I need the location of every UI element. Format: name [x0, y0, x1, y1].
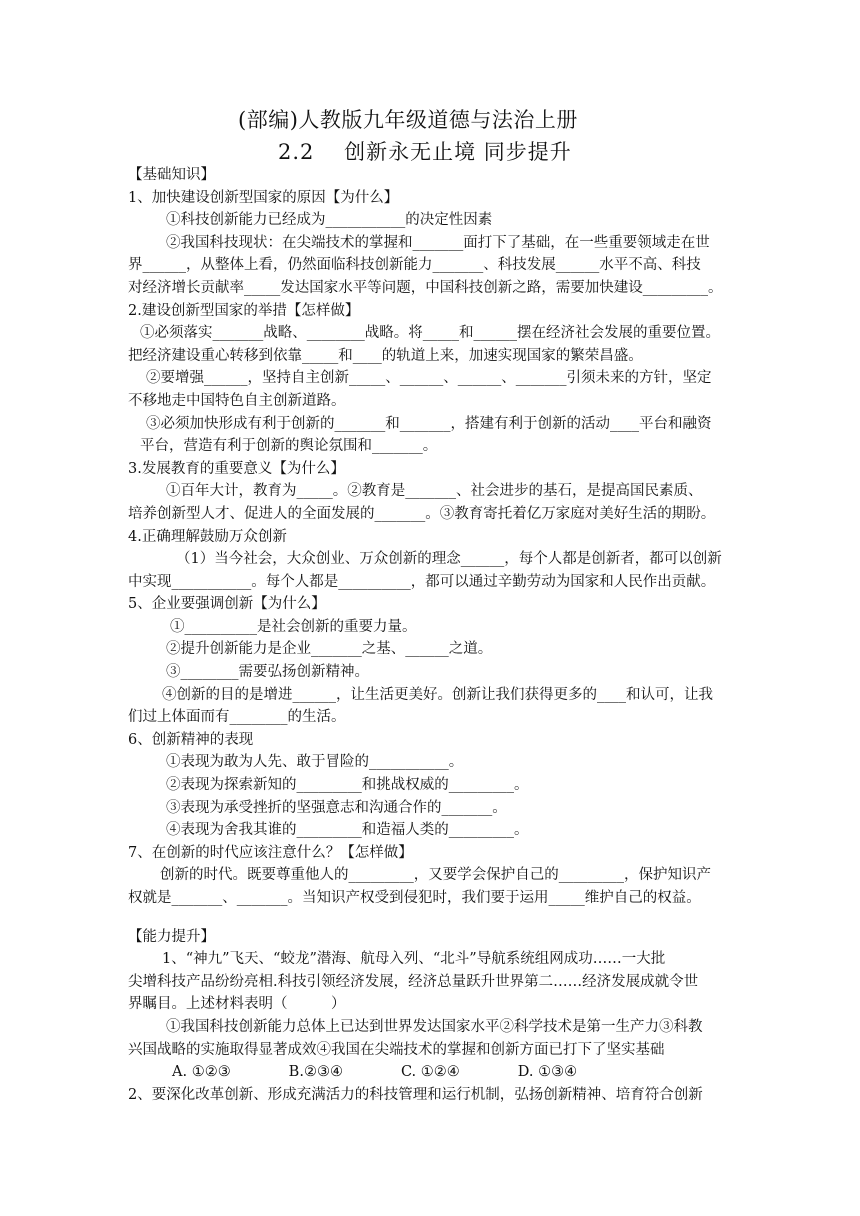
document-body	[128, 164, 733, 1106]
question-heading: 5、企业要强调创新【为什么】	[128, 596, 326, 613]
text-line: ①必须落实_______战略、________战略。将_____和______摆在经济社会发展的重要位置。	[140, 325, 720, 342]
exercise-text-line: 1、“神九”飞天、“蛟龙”潜海、航母入列、“北斗”导航系统组网成功……一大批	[162, 951, 666, 968]
exercise-text-line: 2、要深化改革创新、形成充满活力的科技管理和运行机制，弘扬创新精神、培育符合创新	[128, 1086, 703, 1103]
text-line: ②表现为探索新知的_________和挑战权威的_________。	[166, 777, 529, 794]
section-heading-basics: 【基础知识】	[128, 167, 215, 183]
section-heading-ability: 【能力提升】	[128, 928, 215, 945]
exercise-text-line: 兴国战略的实施取得显著成效④我国在尖端技术的掌握和创新方面已打下了坚实基础	[128, 1041, 665, 1058]
text-line: 中实现___________。每个人都是__________，都可以通过辛勤劳动为国家和人民作出贡献。	[128, 573, 716, 590]
answer-options: A. ①②③ B.②③④ C. ①②④ D. ①③④	[172, 1064, 578, 1081]
text-line: 对经济增长贡献率_____发达国家水平等问题，中国科技创新之路，需要加快建设_________。	[128, 279, 723, 296]
question-heading: 1、加快建设创新型国家的原因【为什么】	[128, 189, 399, 206]
text-line: 把经济建设重心转移到依靠_____和____的轨道上来，加速实现国家的繁荣昌盛。	[128, 347, 643, 364]
question-heading: 6、创新精神的表现	[128, 731, 254, 748]
text-line: （1）当今社会，大众创业、万众创新的理念______，每个人都是创新者，都可以创新	[176, 551, 722, 568]
text-line: 培养创新型人才、促进人的全面发展的_______。③教育寄托着亿万家庭对美好生活的期盼。	[128, 505, 716, 522]
text-line: 权就是_______、_______。当知识产权受到侵犯时，我们要于运用_____维护自己的权益。	[128, 890, 701, 906]
text-line: ①科技创新能力已经成为___________的决定性因素	[166, 212, 493, 229]
text-line: ①__________是社会创新的重要力量。	[170, 618, 417, 635]
question-heading: 2.建设创新型国家的举措【怎样做】	[128, 302, 360, 319]
text-line: 们过上体面而有________的生活。	[128, 709, 346, 726]
lesson-title: 2.2 创新永无止境 同步提升	[278, 140, 572, 164]
text-line: ①百年大计，教育为_____。②教育是_______、社会进步的基石，是提高国民素质、	[166, 483, 703, 500]
text-line: 平台，营造有利于创新的舆论氛围和_______。	[140, 438, 438, 455]
text-line: ④表现为舍我其谁的_________和造福人类的_________。	[166, 822, 529, 839]
text-line: ①表现为敢为人先、敢于冒险的___________。	[166, 754, 464, 771]
question-heading: 4.正确理解鼓励万众创新	[128, 528, 287, 545]
text-line: ②我国科技现状：在尖端技术的掌握和_______面打下了基础，在一些重要领域走在世	[166, 234, 710, 251]
text-line: 创新的时代。既要尊重他人的_________，又要学会保护自己的_________，保护知识产	[160, 867, 711, 884]
exercise-text-line: ①我国科技创新能力总体上已达到世界发达国家水平②科学技术是第一生产力③科教	[166, 1018, 703, 1035]
exercise-text-line: 界瞩目。上述材料表明（ ）	[128, 996, 346, 1013]
text-line: ③________需要弘扬创新精神。	[166, 664, 369, 681]
question-heading: 3.发展教育的重要意义【为什么】	[128, 460, 345, 477]
text-line: 不移地走中国特色自主创新道路。	[128, 392, 346, 409]
text-line: ③表现为承受挫折的坚强意志和沟通合作的_______。	[166, 799, 507, 816]
text-line: ③必须加快形成有利于创新的_______和_______，搭建有利于创新的活动____平台和融资	[146, 415, 712, 432]
text-line: 界______，从整体上看，仍然面临科技创新能力_______、科技发展______水平不高、科技	[128, 257, 701, 274]
exercise-text-line: 尖增科技产品纷纷亮相.科技引领经济发展，经济总量跃升世界第二……经济发展成就令世	[128, 973, 699, 990]
text-line: ②提升创新能力是企业_______之基、______之道。	[166, 641, 493, 658]
text-line: ②要增强______，坚持自主创新_____、______、______、_______引须未来的方针，坚定	[146, 370, 712, 387]
text-line: ④创新的目的是增进______，让生活更美好。创新让我们获得更多的____和认可，让我	[162, 686, 713, 703]
document-title: (部编)人教版九年级道德与法治上册	[238, 108, 578, 132]
question-heading: 7、在创新的时代应该注意什么？【怎样做】	[128, 844, 413, 861]
